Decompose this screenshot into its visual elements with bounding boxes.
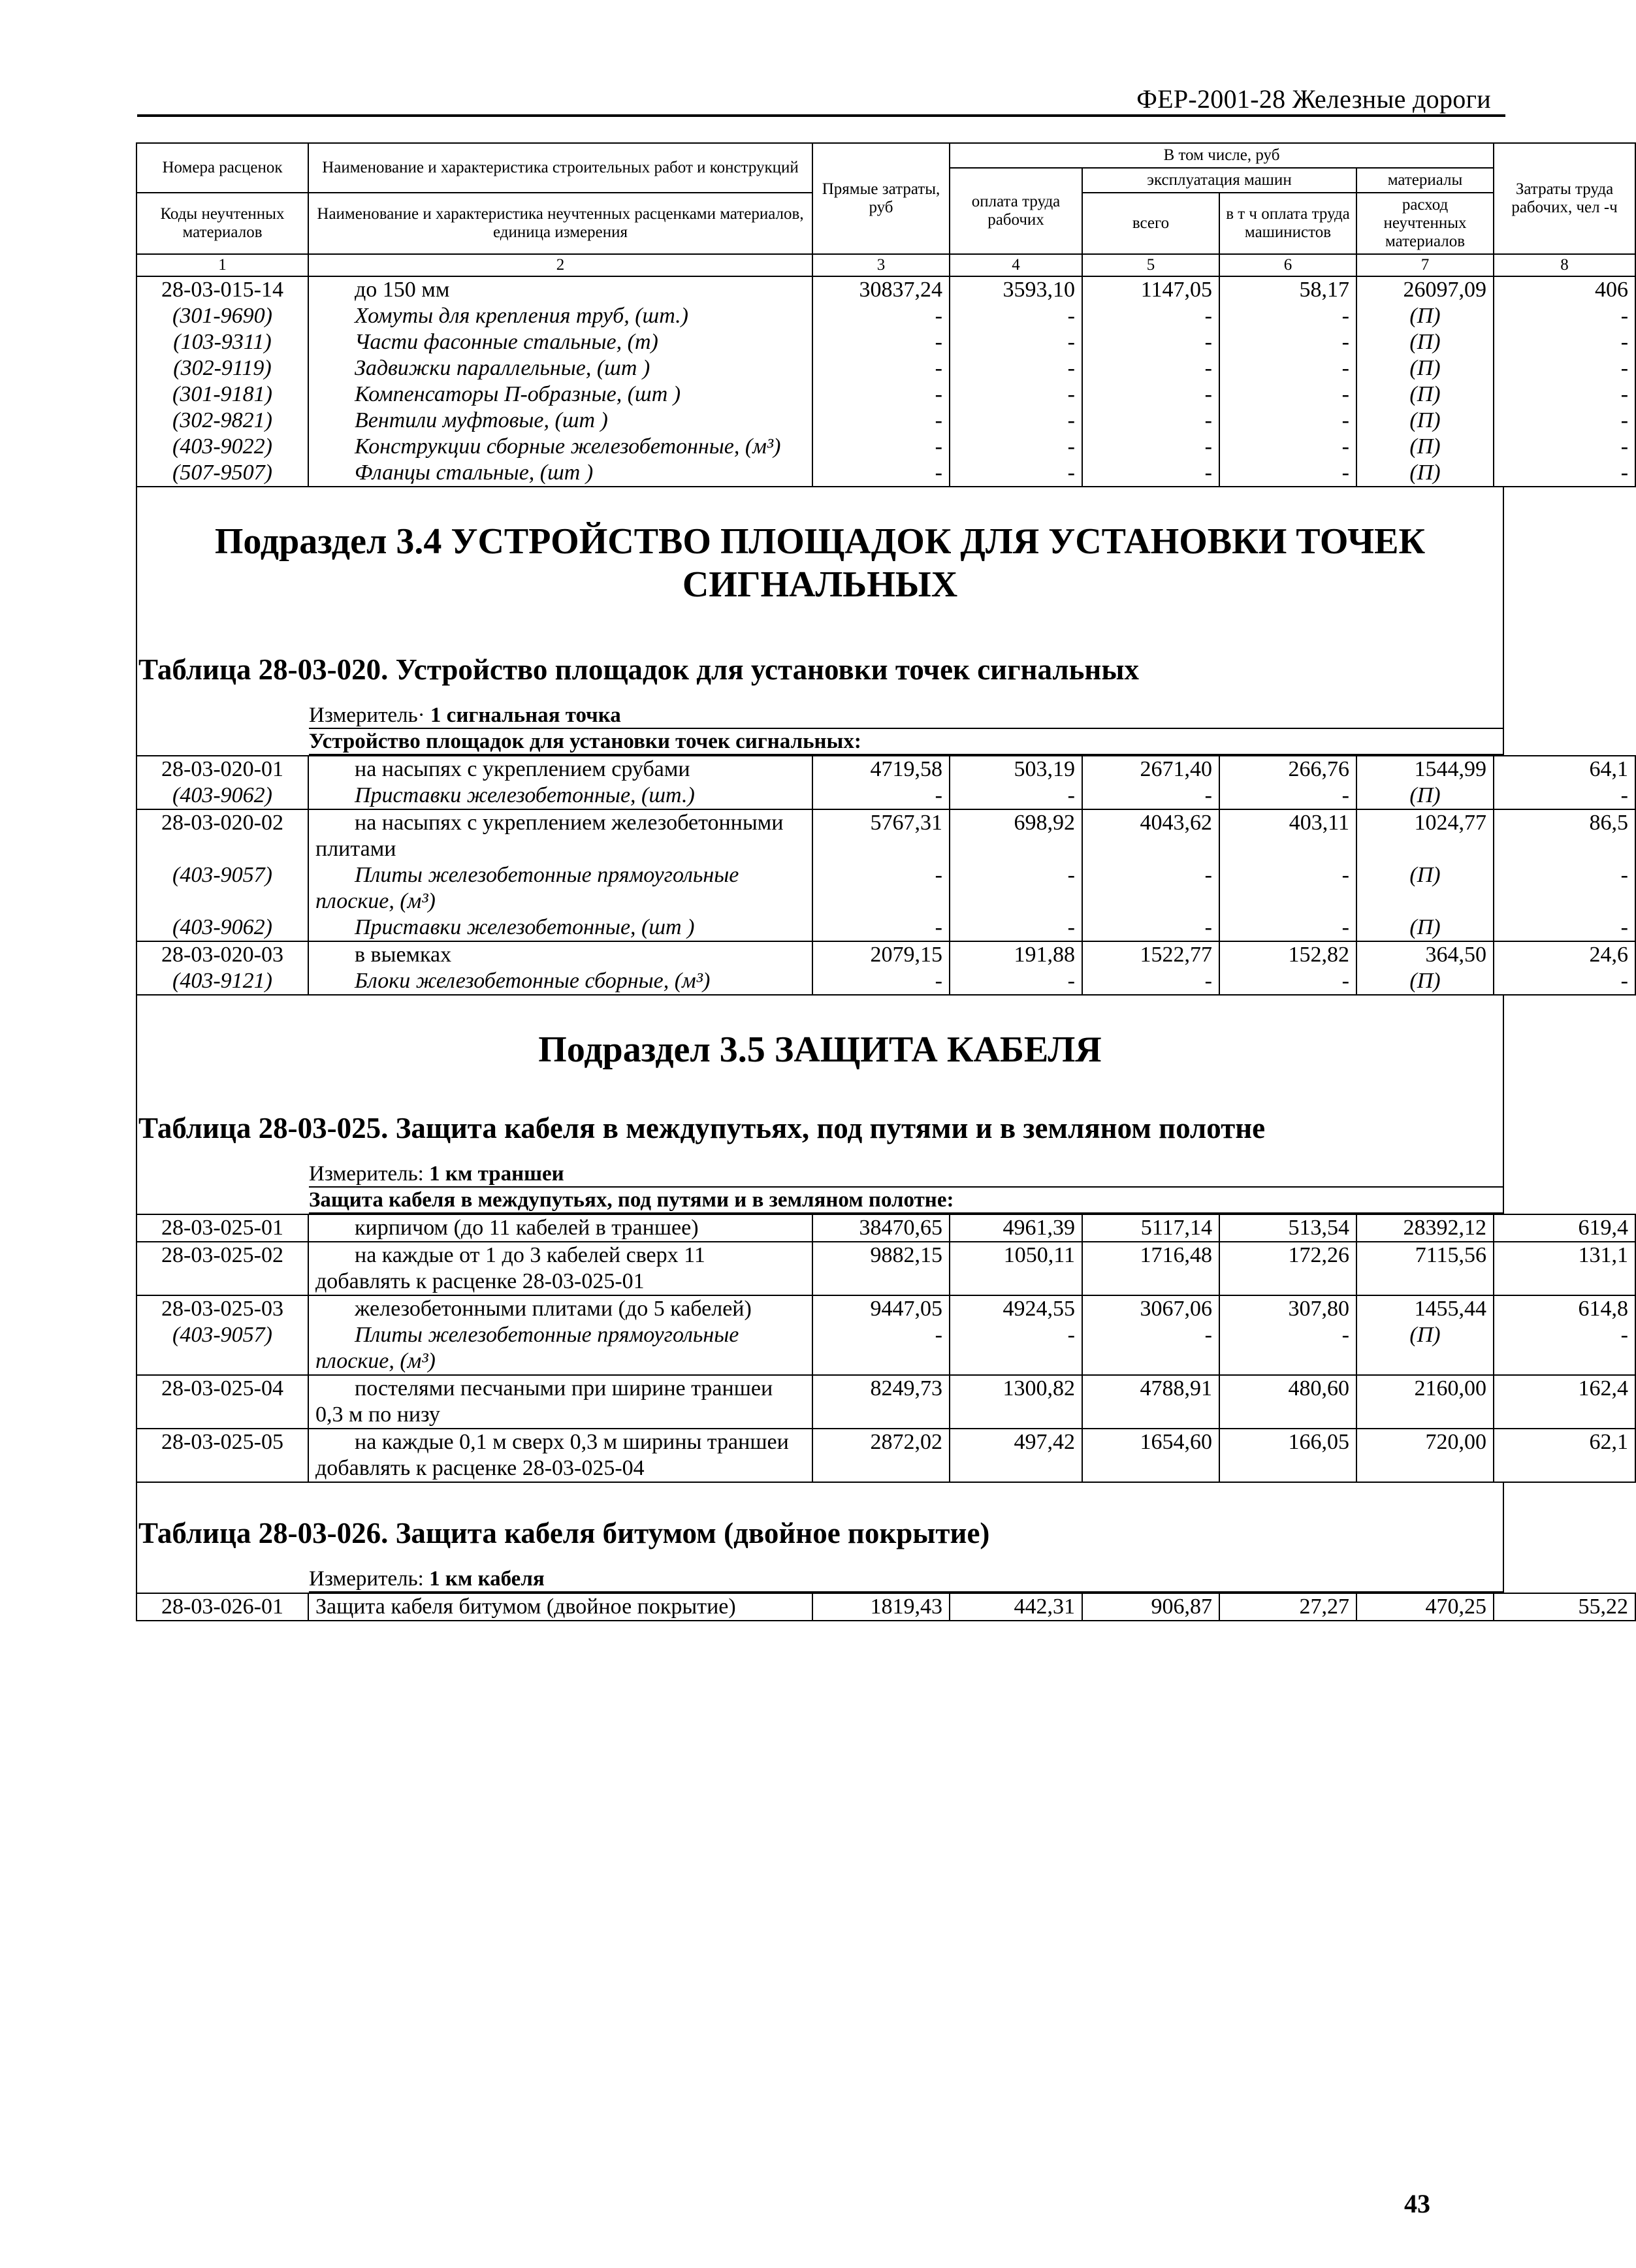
table-row [136,329,1635,355]
unaccounted-material-mark: (П) [1356,915,1494,941]
column-number: 6 [1219,254,1356,276]
direct-costs: 1819,43 [812,1593,950,1621]
table-row [136,1429,1635,1482]
table-title: Таблица 28-03-025. Защита кабеля в междупутьях, под путями и в земляном полотне [138,1112,1266,1144]
materials: 1544,99 [1356,756,1494,783]
materials: 470,25 [1356,1593,1494,1621]
material-code: (403-9062) [136,783,308,809]
rates-table-28-03-026 [136,1593,1636,1621]
header-material-usage: расход неучтенных материалов [1356,193,1494,254]
table-row [136,408,1635,434]
labor-costs: 131,1 [1494,1242,1635,1295]
header-machines-total: всего [1082,193,1219,254]
material-code: (103-9311) [136,329,308,355]
labor-costs: 162,4 [1494,1375,1635,1429]
empty-value: - [812,408,950,434]
labor-costs: 55,22 [1494,1593,1635,1621]
material-code: (302-9119) [136,355,308,381]
machinist-wages: 307,80 [1219,1295,1356,1322]
wages: 4924,55 [950,1295,1082,1322]
wages: 442,31 [950,1593,1082,1621]
running-header: ФЕР-2001-28 Железные дороги [1136,84,1491,114]
work-name: железобетонными плитами (до 5 кабелей) [308,1295,812,1322]
machinist-wages: 152,82 [1219,941,1356,968]
machines-total: 4043,62 [1082,809,1219,862]
empty-value: - [1494,915,1635,941]
empty-value: - [950,329,1082,355]
empty-value: - [950,862,1082,915]
header-rate-numbers: Номера расценок [136,143,308,193]
material-code: (403-9062) [136,915,308,941]
material-name: Блоки железобетонные сборные, (м³) [308,968,812,995]
header-machines: эксплуатация машин [1082,168,1356,193]
header-labor-costs: Затраты труда рабочих, чел -ч [1494,143,1635,254]
material-name: Части фасонные стальные, (т) [308,329,812,355]
unaccounted-material-mark: (П) [1356,408,1494,434]
work-name: на каждые 0,1 м сверх 0,3 м ширины траншеи добавлять к расценке 28-03-025-04 [308,1429,812,1482]
wages: 1050,11 [950,1242,1082,1295]
rate-code: 28-03-026-01 [136,1593,308,1621]
labor-costs: 64,1 [1494,756,1635,783]
table-row [136,783,1635,809]
measure-unit-row [137,1161,1503,1188]
measure-unit-row [137,703,1503,729]
empty-value: - [812,968,950,995]
empty-value: - [1494,1322,1635,1375]
column-number: 8 [1494,254,1635,276]
material-code: (301-9181) [136,381,308,408]
rate-code: 28-03-015-14 [136,276,308,303]
rate-code: 28-03-020-02 [136,809,308,862]
empty-value: - [950,915,1082,941]
labor-costs: 406 [1494,276,1635,303]
work-name: постелями песчаными при ширине траншеи 0,3 м по низу [308,1375,812,1429]
empty-value: - [1082,915,1219,941]
empty-value: - [1494,968,1635,995]
wages: 497,42 [950,1429,1082,1482]
machinist-wages: 58,17 [1219,276,1356,303]
empty-value: - [950,783,1082,809]
header-work-description: Наименование и характеристика строительных работ и конструкций [308,143,812,193]
material-name: Приставки железобетонные, (шт.) [308,783,812,809]
empty-value: - [1082,303,1219,329]
table-row [136,1295,1635,1322]
direct-costs: 8249,73 [812,1375,950,1429]
work-name: в выемках [308,941,812,968]
unaccounted-material-mark: (П) [1356,783,1494,809]
material-name: Плиты железобетонные прямоугольные плоские, (м³) [308,862,812,915]
machinist-wages: 403,11 [1219,809,1356,862]
empty-value: - [1219,862,1356,915]
empty-value: - [1082,862,1219,915]
empty-value: - [1219,329,1356,355]
work-name: Защита кабеля битумом (двойное покрытие) [308,1593,812,1621]
machines-total: 906,87 [1082,1593,1219,1621]
page-number: 43 [1404,2189,1430,2218]
labor-costs: 86,5 [1494,809,1635,862]
empty-value: - [950,303,1082,329]
header-materials: материалы [1356,168,1494,193]
wages: 1300,82 [950,1375,1082,1429]
empty-value: - [950,381,1082,408]
group-heading: Защита кабеля в междупутьях, под путями и в земляном полотне: [309,1188,1503,1214]
header-rule [137,114,1505,117]
table-row [136,1242,1635,1295]
table-title: Таблица 28-03-026. Защита кабеля битумом (двойное покрытие) [138,1517,990,1549]
materials: 720,00 [1356,1429,1494,1482]
material-code: (403-9057) [136,862,308,915]
empty-value: - [1494,434,1635,460]
wages: 503,19 [950,756,1082,783]
table-title: Таблица 28-03-020. Устройство площадок для установки точек сигнальных [138,653,1139,686]
rate-code: 28-03-025-01 [136,1214,308,1242]
empty-value: - [1082,434,1219,460]
empty-value: - [1082,355,1219,381]
unaccounted-material-mark: (П) [1356,968,1494,995]
table-row [136,1214,1635,1242]
empty-value: - [1219,303,1356,329]
machinist-wages: 27,27 [1219,1593,1356,1621]
unaccounted-material-mark: (П) [1356,1322,1494,1375]
machines-total: 1654,60 [1082,1429,1219,1482]
header-including: В том числе, руб [950,143,1494,168]
material-code: (301-9690) [136,303,308,329]
table-row [136,1322,1635,1375]
rate-code: 28-03-020-01 [136,756,308,783]
empty-value: - [1494,460,1635,487]
empty-value: - [950,408,1082,434]
machinist-wages: 513,54 [1219,1214,1356,1242]
table-row [136,862,1635,915]
material-name: Фланцы стальные, (шт ) [308,460,812,487]
direct-costs: 2079,15 [812,941,950,968]
empty-value: - [1219,434,1356,460]
work-name: на насыпях с укреплением железобетонными плитами [308,809,812,862]
labor-costs: 62,1 [1494,1429,1635,1482]
empty-value: - [812,355,950,381]
empty-value: - [1494,355,1635,381]
materials: 28392,12 [1356,1214,1494,1242]
empty-value: - [950,1322,1082,1375]
work-name: на насыпях с укреплением срубами [308,756,812,783]
empty-value: - [1494,329,1635,355]
material-code: (302-9821) [136,408,308,434]
column-number: 7 [1356,254,1494,276]
table-row [136,381,1635,408]
empty-value: - [812,783,950,809]
machines-total: 1147,05 [1082,276,1219,303]
material-code: (403-9057) [136,1322,308,1375]
group-heading: Устройство площадок для установки точек сигнальных: [309,729,1503,755]
subsection-title: Подраздел 3.5 ЗАЩИТА КАБЕЛЯ [538,1029,1102,1070]
empty-value: - [1219,968,1356,995]
table-row [136,303,1635,329]
work-name: до 150 мм [308,276,812,303]
subsection-3-5 [136,996,1504,1214]
empty-value: - [1219,783,1356,809]
table-row [136,941,1635,968]
labor-costs: 614,8 [1494,1295,1635,1322]
machinist-wages: 172,26 [1219,1242,1356,1295]
materials: 1455,44 [1356,1295,1494,1322]
measure-value: 1 сигнальная точка [430,704,621,727]
table-row [136,460,1635,487]
column-number: 2 [308,254,812,276]
measure-value: 1 км траншеи [429,1162,564,1186]
materials: 364,50 [1356,941,1494,968]
measure-value: 1 км кабеля [429,1567,545,1591]
wages: 3593,10 [950,276,1082,303]
empty-value: - [812,915,950,941]
direct-costs: 38470,65 [812,1214,950,1242]
material-name: Конструкции сборные железобетонные, (м³) [308,434,812,460]
empty-value: - [1219,381,1356,408]
unaccounted-material-mark: (П) [1356,460,1494,487]
table-row [136,915,1635,941]
rates-table-main [136,142,1636,487]
material-code: (403-9121) [136,968,308,995]
unaccounted-material-mark: (П) [1356,381,1494,408]
material-name: Вентили муфтовые, (шт ) [308,408,812,434]
empty-value: - [812,381,950,408]
document-body [136,142,1629,1621]
empty-value: - [812,460,950,487]
labor-costs: 619,4 [1494,1214,1635,1242]
empty-value: - [1494,381,1635,408]
column-number: 3 [812,254,950,276]
empty-value: - [1082,408,1219,434]
rate-code: 28-03-020-03 [136,941,308,968]
rate-code: 28-03-025-05 [136,1429,308,1482]
measure-unit-row [137,1566,1503,1593]
header-material-codes: Коды неучтенных материалов [136,193,308,254]
direct-costs: 4719,58 [812,756,950,783]
table-row [136,756,1635,783]
empty-value: - [1494,862,1635,915]
direct-costs: 9882,15 [812,1242,950,1295]
column-number: 4 [950,254,1082,276]
direct-costs: 5767,31 [812,809,950,862]
empty-value: - [812,329,950,355]
direct-costs: 9447,05 [812,1295,950,1322]
measure-label: Измеритель: [309,1567,424,1591]
table-row [136,355,1635,381]
empty-value: - [1082,381,1219,408]
rates-table-28-03-020 [136,755,1636,996]
unaccounted-material-mark: (П) [1356,434,1494,460]
subsection-3-4 [136,487,1504,755]
material-name: Хомуты для крепления труб, (шт.) [308,303,812,329]
empty-value: - [812,303,950,329]
header-direct-costs: Прямые затраты, руб [812,143,950,254]
empty-value: - [950,968,1082,995]
empty-value: - [1219,1322,1356,1375]
labor-costs: 24,6 [1494,941,1635,968]
empty-value: - [1082,460,1219,487]
wages: 698,92 [950,809,1082,862]
header-material-description: Наименование и характеристика неучтенных расценками материалов, единица измерения [308,193,812,254]
rate-code: 28-03-025-02 [136,1242,308,1295]
empty-value: - [1219,355,1356,381]
empty-value: - [1082,783,1219,809]
work-name: на каждые от 1 до 3 кабелей сверх 11 добавлять к расценке 28-03-025-01 [308,1242,812,1295]
empty-value: - [1494,303,1635,329]
table-28-03-026-block [136,1483,1504,1593]
subsection-title: Подраздел 3.4 УСТРОЙСТВО ПЛОЩАДОК ДЛЯ УСТАНОВКИ ТОЧЕК СИГНАЛЬНЫХ [214,521,1426,605]
rate-code: 28-03-025-03 [136,1295,308,1322]
material-code: (507-9507) [136,460,308,487]
rate-code: 28-03-025-04 [136,1375,308,1429]
empty-value: - [950,434,1082,460]
machines-total: 4788,91 [1082,1375,1219,1429]
column-number: 1 [136,254,308,276]
machines-total: 1522,77 [1082,941,1219,968]
machines-total: 1716,48 [1082,1242,1219,1295]
rates-table-28-03-025 [136,1214,1636,1483]
unaccounted-material-mark: (П) [1356,862,1494,915]
empty-value: - [1219,460,1356,487]
materials: 26097,09 [1356,276,1494,303]
measure-label: Измеритель: [309,1162,424,1186]
machines-total: 3067,06 [1082,1295,1219,1322]
unaccounted-material-mark: (П) [1356,329,1494,355]
header-wages: оплата труда рабочих [950,168,1082,254]
machinist-wages: 266,76 [1219,756,1356,783]
group-heading-row [137,1188,1503,1214]
table-row [136,809,1635,862]
material-name: Плиты железобетонные прямоугольные плоские, (м³) [308,1322,812,1375]
empty-value: - [812,862,950,915]
empty-value: - [1082,329,1219,355]
machinist-wages: 480,60 [1219,1375,1356,1429]
empty-value: - [812,434,950,460]
empty-value: - [950,355,1082,381]
work-name: кирпичом (до 11 кабелей в траншее) [308,1214,812,1242]
group-heading-row [137,729,1503,755]
empty-value: - [950,460,1082,487]
column-number: 5 [1082,254,1219,276]
material-name: Задвижки параллельные, (шт ) [308,355,812,381]
material-code: (403-9022) [136,434,308,460]
empty-value: - [1219,408,1356,434]
machines-total: 2671,40 [1082,756,1219,783]
table-row [136,276,1635,303]
table-row [136,434,1635,460]
direct-costs: 30837,24 [812,276,950,303]
empty-value: - [1494,408,1635,434]
machinist-wages: 166,05 [1219,1429,1356,1482]
unaccounted-material-mark: (П) [1356,303,1494,329]
materials: 2160,00 [1356,1375,1494,1429]
measure-label: Измеритель· [309,704,425,727]
header-machinist-wages: в т ч оплата труда машинистов [1219,193,1356,254]
table-row [136,1593,1635,1621]
materials: 1024,77 [1356,809,1494,862]
direct-costs: 2872,02 [812,1429,950,1482]
material-name: Компенсаторы П-образные, (шт ) [308,381,812,408]
empty-value: - [1219,915,1356,941]
table-row [136,968,1635,995]
machines-total: 5117,14 [1082,1214,1219,1242]
table-row [136,1375,1635,1429]
material-name: Приставки железобетонные, (шт ) [308,915,812,941]
wages: 191,88 [950,941,1082,968]
empty-value: - [1082,1322,1219,1375]
empty-value: - [1494,783,1635,809]
empty-value: - [1082,968,1219,995]
empty-value: - [812,1322,950,1375]
materials: 7115,56 [1356,1242,1494,1295]
wages: 4961,39 [950,1214,1082,1242]
unaccounted-material-mark: (П) [1356,355,1494,381]
